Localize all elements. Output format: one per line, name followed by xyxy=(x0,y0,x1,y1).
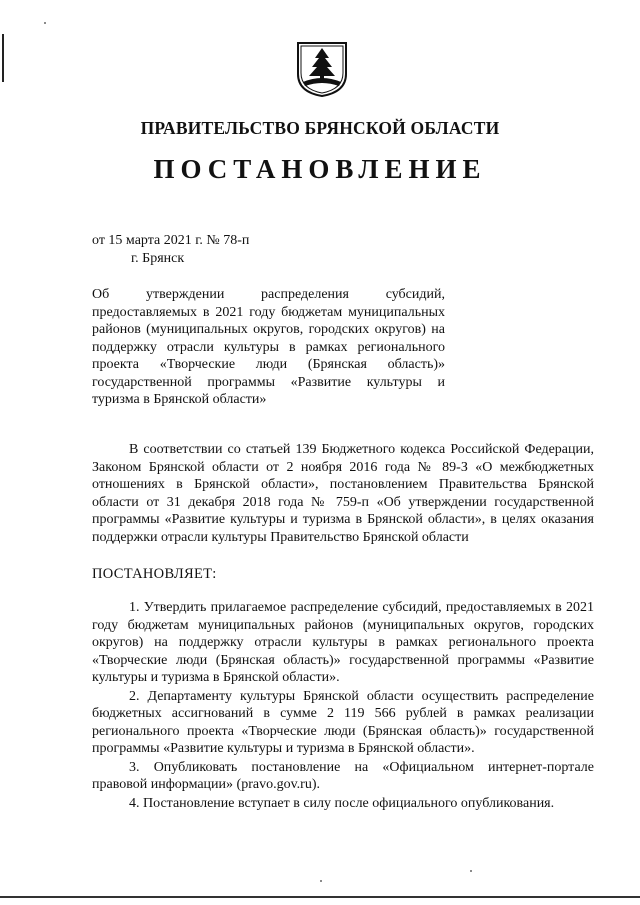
government-title: ПРАВИТЕЛЬСТВО БРЯНСКОЙ ОБЛАСТИ xyxy=(140,118,500,138)
city: г. Брянск xyxy=(131,251,185,266)
decree-item: 1. Утвердить прилагаемое распределение субсидий, предоставляемых в 2021 году бюджетам муниципальных районов (муниципальных округов, городских округов) на поддержку отрасли культуры в рамках регионального проекта «Творческие люди (Брянская область)» государственной программы «Развитие культуры и туризма в Брянской области». xyxy=(92,600,594,685)
decree-word: ПОСТАНОВЛЯЕТ: xyxy=(92,566,217,582)
scan-speck xyxy=(320,880,322,882)
decree-item: 2. Департаменту культуры Брянской области осуществить распределение бюджетных ассигнований в сумме 2 119 566 рублей в рамках реализации регионального проекта «Творческие люди (Брянская область)» государственной программы «Развитие культуры и туризма в Брянской области». xyxy=(92,688,594,756)
scan-bottom-edge xyxy=(0,896,640,898)
decree-items xyxy=(92,599,594,813)
preamble-paragraph: В соответствии со статьей 139 Бюджетного кодекса Российской Федерации, Законом Брянской области от 2 ноября 2016 года № 89-З «О межбюджетных отношениях в Брянской области», постановлением Правительства Брянской области от 31 декабря 2018 года № 759-п «Об утверждении государственной программы «Развитие культуры и туризма в Брянской области», в целях оказания поддержки отрасли культуры Правительство Брянской области xyxy=(92,442,594,545)
date-and-number: от 15 марта 2021 г. № 78-п xyxy=(92,233,250,248)
document-type-heading: ПОСТАНОВЛЕНИЕ xyxy=(153,154,487,184)
document-subject: Об утверждении распределения субсидий, предоставляемых в 2021 году бюджетам муниципальных районов (муниципальных округов, городских округов) на поддержку отрасли культуры в рамках регионального проекта «Творческие люди (Брянская область)» государственной программы «Развитие культуры и туризма в Брянской области» xyxy=(92,287,445,407)
scan-speck xyxy=(470,870,472,872)
scan-speck xyxy=(44,22,46,24)
decree-item: 3. Опубликовать постановление на «Официальном интернет-портале правовой информации» (pravo.gov.ru). xyxy=(92,759,594,792)
decree-item: 4. Постановление вступает в силу после официального опубликования. xyxy=(129,795,555,811)
bryansk-coat-of-arms-icon xyxy=(295,40,349,98)
scan-margin-mark xyxy=(2,34,4,82)
